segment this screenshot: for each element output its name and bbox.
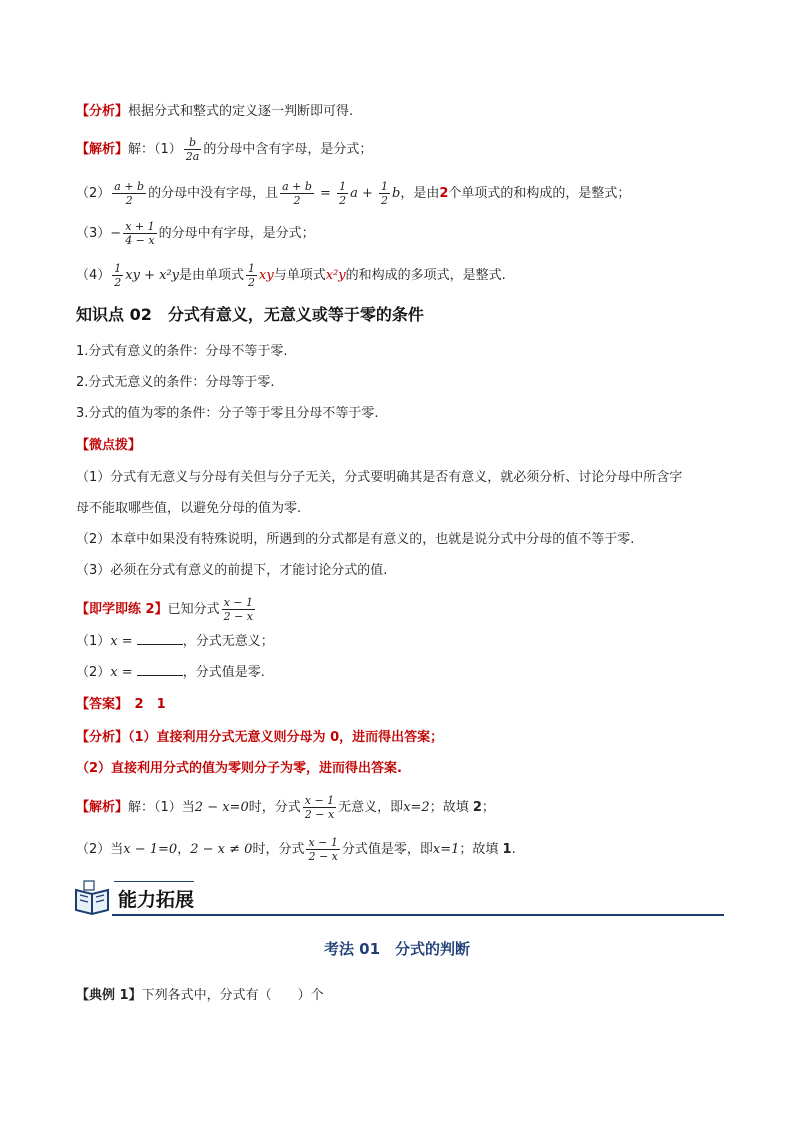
knowledge-heading: 知识点 02 分式有意义，无意义或等于零的条件 — [76, 305, 424, 324]
example-text: 下列各式中，分式有（ ）个 — [141, 988, 324, 1003]
answer-blank-2[interactable] — [137, 663, 183, 676]
analysis-label: 【分析】 — [76, 104, 129, 119]
condition-1: 1.分式有意义的条件：分母不等于零. — [76, 344, 288, 359]
tip-1b: 母不能取哪些值，以避免分母的值为零. — [76, 501, 302, 516]
banner-top-rule — [114, 881, 194, 882]
method-title: 考法 01 分式的判断 — [323, 940, 471, 958]
fraction-x-plus-1: $\frac{x + 1}{4 - x}$ — [125, 220, 155, 247]
analysis2-line-1: 【分析】（1）直接利用分式无意义则分母为 0，进而得出答案； — [76, 730, 444, 745]
example-label: 【典例 1】 — [76, 988, 142, 1003]
solution2-line-2: （2）当x − 1=0，2 − x ≠ 0时，分式 $\frac{x - 1}{2 - x}$ 分式值是零，即x=1；故填 1. — [76, 836, 516, 863]
section-banner — [72, 876, 724, 918]
answer-line — [76, 695, 166, 715]
analysis-line — [76, 102, 353, 122]
condition-2: 2.分式无意义的条件：分母等于零. — [76, 375, 275, 390]
solution-label: 【解析】 — [76, 142, 129, 157]
banner-rule — [112, 914, 724, 916]
condition-3: 3.分式的值为零的条件：分子等于零且分母不等于零. — [76, 406, 379, 421]
solution-line-1: 【解析】解：（1） $\frac{b}{2a}$ 的分母中含有字母，是分式； — [76, 136, 373, 163]
tip-label: 【微点拨】 — [76, 438, 142, 453]
solution-lead: 解：（1） — [128, 142, 182, 157]
analysis2-line-2: （2）直接利用分式的值为零则分子为零，进而得出答案. — [76, 761, 402, 776]
solution-line-3: （3）− $\frac{x + 1}{4 - x}$ 的分母中有字母，是分式； — [76, 220, 315, 247]
analysis-text: 根据分式和整式的定义逐一判断即可得. — [128, 104, 354, 119]
tip-1a: （1）分式有无意义与分母有关但与分子无关，分式要明确其是否有意义，就必须分析、讨论分母中所含字 — [76, 470, 683, 485]
answer-label: 【答案】 — [76, 697, 122, 712]
tip-3: （3）必须在分式有意义的前提下，才能讨论分式的值. — [76, 563, 388, 578]
section-banner-title: 能力拓展 — [118, 889, 195, 911]
tip-2: （2）本章中如果没有特殊说明，所遇到的分式都是有意义的，也就是说分式中分母的值不等于零. — [76, 532, 635, 547]
practice-label: 【即学即练 2】 — [76, 602, 168, 617]
solution-line-4: （4） $\frac{1}{2}$ xy + x²y是由单项式 $\frac{1}{2}$ xy与单项式x²y的和构成的多项式，是整式. — [76, 262, 506, 289]
practice-line: 【即学即练 2】已知分式 $\frac{x - 1}{2 - x}$ — [76, 596, 254, 623]
book-icon — [72, 880, 112, 916]
practice-q2: （2）x = ，分式值是零. — [76, 665, 265, 680]
solution-line-2: （2） $\frac{a + b}{2}$ 的分母中没有字母，且 $\frac{a + b}{2}$ = $\frac{1}{2}$ a + $\frac{1}{2}$ b，是由2个单项式的和构成的，是整式； — [76, 180, 631, 207]
practice-q1: （1）x = ，分式无意义； — [76, 634, 274, 649]
example-line — [76, 986, 324, 1006]
fraction-a-plus-b: $\frac{a + b}{2}$ — [114, 180, 145, 207]
answer-values: 2 1 — [134, 697, 166, 712]
fraction-x-minus-1: $\frac{x - 1}{2 - x}$ — [223, 596, 254, 623]
answer-blank-1[interactable] — [137, 632, 183, 645]
solution2-line-1: 【解析】解：（1）当2 − x=0时，分式 $\frac{x - 1}{2 - x}$ 无意义，即x=2；故填 2； — [76, 794, 495, 821]
fraction-b-over-2a: $\frac{b}{2a}$ — [185, 136, 200, 163]
